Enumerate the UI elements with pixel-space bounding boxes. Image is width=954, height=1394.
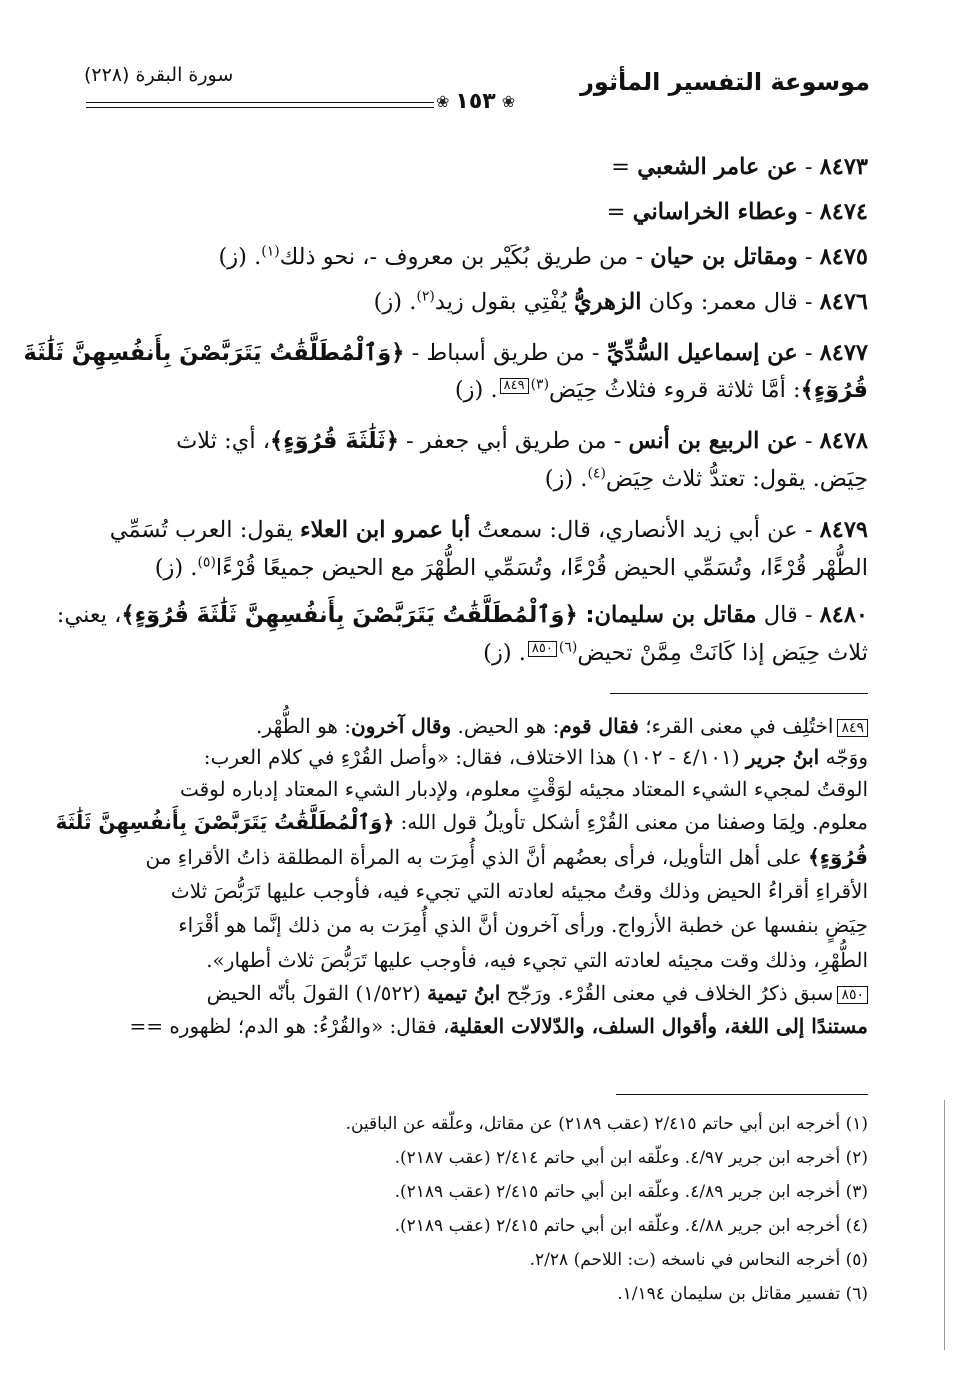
note-849-line1: ٨٤٩اختُلِف في معنى القرء؛ فقال قوم: هو الحيض. وقال آخرون: هو الطُّهْر.	[84, 712, 868, 740]
note-850-line2: مستندًا إلى اللغة، وأقوال السلف، والدّلالات العقلية، فقال: «والقُرْءُ: هو الدم؛ لظهوره ==	[129, 1014, 868, 1038]
footnote-ref: (٣)	[530, 376, 550, 393]
footnote-2: (٢) أخرجه ابن جرير ٤/٩٧. وعلّقه ابن أبي حاتم ٢/٤١٤ (عقب ٢١٨٧).	[394, 1148, 868, 1168]
entry-8479-line2	[84, 553, 868, 583]
entry-text: عن أبي زيد الأنصاري، قال: سمعتُ	[470, 517, 798, 543]
footnote-ref: (٢)	[416, 288, 435, 305]
entry-text: - من طريق أسباط -	[411, 340, 600, 366]
entry-tag: . (ز)	[373, 289, 417, 315]
entry-text: حِيَض. يقول: تعتدُّ ثلاث حِيَض	[605, 466, 868, 492]
note-849-line7: حِيَضٍ بنفسها عن خطبة الأزواج. ورأى آخرون أنَّ الذي أُمِرَت به من ذلك إنَّما هو أقْرَاء	[178, 913, 868, 937]
entry-8480-line1: ٨٤٨٠ - قال مقاتل بن سليمان: ﴿وَٱلْمُطَلَّقَٰتُ يَتَرَبَّصْنَ بِأَنفُسِهِنَّ ثَلَٰثَةَ قُرُوٓءٍ﴾، يعني:	[56, 602, 868, 628]
entry-8478-line2	[84, 464, 868, 494]
entry-tail: =	[606, 199, 626, 225]
narrator-name: عن عامر الشعبي	[637, 154, 798, 180]
entry-text: : أمَّا ثلاثة قروء فثلاثُ حِيَض	[549, 377, 801, 403]
entry-number: ٨٤٧٣	[819, 154, 868, 180]
footnote-6: (٦) تفسير مقاتل بن سليمان ١/١٩٤.	[617, 1284, 868, 1304]
ornament-icon: ❀	[436, 92, 450, 111]
entry-8478-line1: ٨٤٧٨ - عن الربيع بن أنس - من طريق أبي جعفر - ﴿ثَلَٰثَةَ قُرُوٓءٍ﴾، أي: ثلاث	[176, 428, 868, 454]
entry-number: ٨٤٧٩	[819, 517, 868, 543]
entry-8475: ٨٤٧٥ - ومقاتل بن حيان - من طريق بُكَيْر بن معروف -، نحو ذلك$^{(١)}$. (ز)	[218, 243, 868, 270]
header-rule-left	[86, 102, 434, 108]
note-849-line6: الأقراءِ أقراءُ الحيض وذلك وقتُ مجيئه لعادته التي تجيء فيه، فأوجب عليها تَرَبُّصَ ثلاث	[170, 879, 868, 903]
entry-text: ، أي: ثلاث	[176, 428, 270, 454]
entry-text: - من طريق بُكَيْر بن معروف -، نحو ذلك	[279, 244, 643, 270]
entry-tag: . (ز)	[483, 640, 526, 666]
footnote-4: (٤) أخرجه ابن جرير ٤/٨٨. وعلّقه ابن أبي حاتم ٢/٤١٥ (عقب ٢١٨٩).	[394, 1216, 868, 1236]
note-box-label: ٨٤٩	[837, 719, 868, 737]
entry-8474: ٨٤٧٤ - وعطاء الخراساني =	[606, 199, 868, 225]
entry-text: الطُّهْر قُرْءًا، وتُسَمِّي الحيض قُرْءًا، وتُسَمِّي الطُّهْرَ مع الحيض جميعًا قُرْءًا	[215, 555, 868, 581]
entry-tag: . (ز)	[544, 466, 588, 492]
entry-number: ٨٤٧٤	[819, 199, 868, 225]
entry-text: ثلاث حِيَض إذا كَانَتْ مِمَّنْ تحيض	[577, 640, 868, 666]
page-edge-line	[944, 1100, 945, 1350]
footnote-5: (٥) أخرجه النحاس في ناسخه (ت: اللاحم) ٢/٢٨.	[529, 1250, 868, 1270]
footnote-1: (١) أخرجه ابن أبي حاتم ٢/٤١٥ (عقب ٢١٨٩) عن مقاتل، وعلّقه عن الباقين.	[345, 1114, 868, 1134]
note-850-line1: ٨٥٠سبق ذكرُ الخلاف في معنى القُرْء. ورَجّح ابنُ تيمية (١/٥٢٢) القولَ بأنّه الحيض	[84, 979, 868, 1007]
entry-number: ٨٤٧٧	[819, 340, 868, 366]
surah-title: سورة البقرة (٢٢٨)	[84, 64, 234, 86]
entry-8476: ٨٤٧٦ - قال معمر: وكان الزهريُّ يُفْتِي بقول زيد$^{(٢)}$. (ز)	[373, 288, 868, 315]
ornament-icon: ❀	[501, 92, 516, 111]
entry-text: قال معمر: وكان	[641, 289, 798, 315]
quran-quote: ﴿ثَلَٰثَةَ قُرُوٓءٍ﴾	[270, 428, 399, 454]
narrator-name: عن الربيع بن أنس	[628, 428, 798, 454]
page-number: ١٥٣	[455, 89, 496, 114]
entry-tag: . (ز)	[218, 244, 262, 270]
entry-tail: =	[611, 154, 631, 180]
quran-quote: قُرُوٓءٍ﴾	[800, 377, 868, 403]
entry-number: ٨٤٧٥	[819, 244, 868, 270]
notes-separator	[610, 693, 868, 694]
footnote-ref: (٦)	[558, 639, 578, 656]
footnote-3: (٣) أخرجه ابن جرير ٤/٨٩. وعلّقه ابن أبي حاتم ٢/٤١٥ (عقب ٢١٨٩).	[394, 1182, 868, 1202]
narrator-name: وعطاء الخراساني	[632, 199, 798, 225]
quran-quote: ﴿وَٱلْمُطَلَّقَٰتُ يَتَرَبَّصْنَ بِأَنفُسِهِنَّ ثَلَٰثَةَ	[23, 340, 405, 366]
note-box-ref: ٨٤٩	[500, 378, 529, 394]
page-number-group	[436, 89, 515, 114]
note-849-line4: معلوم. ولِمَا وصفنا من معنى القُرْءِ أشكل تأويلُ قول الله: ﴿وَٱلْمُطَلَّقَٰتُ يَتَرَبَّصْنَ بِأَنفُسِهِنَّ ثَلَٰثَةَ	[55, 810, 868, 834]
footnote-ref: (١)	[261, 243, 280, 260]
footnote-ref: (٤)	[587, 465, 606, 482]
entry-number: ٨٤٧٨	[819, 428, 868, 454]
entry-8479-line1: ٨٤٧٩ - عن أبي زيد الأنصاري، قال: سمعتُ أبا عمرو ابن العلاء يقول: العرب تُسَمِّي	[109, 517, 868, 543]
narrator-name: مقاتل بن سليمان	[594, 602, 757, 628]
entry-text: ، يعني:	[56, 602, 122, 628]
entry-8477-line2	[84, 375, 868, 405]
series-title: موسوعة التفسير المأثور	[580, 68, 870, 96]
note-849-line8: الطُّهْرِ، وذلك وقت مجيئه لعادته التي تجيء فيه، فأوجب عليها تَرَبُّصَ ثلاث أطهار».	[206, 948, 868, 972]
entry-text: - من طريق أبي جعفر -	[406, 428, 622, 454]
entry-tag: . (ز)	[454, 377, 498, 403]
entry-8473: ٨٤٧٣ - عن عامر الشعبي =	[611, 154, 868, 180]
note-849-line3: الوقتُ لمجيء الشيء المعتاد مجيئه لوَقْتٍ معلوم، ولإدبار الشيء المعتاد إدباره لوقت	[179, 777, 868, 801]
entry-text: يُفْتِي بقول زيد	[434, 289, 575, 315]
entry-number: ٨٤٨٠	[819, 602, 868, 628]
note-849-line2: ووَجّه ابنُ جرير (٤/١٠١ - ١٠٢) هذا الاختلاف، فقال: «وأصل القُرْءِ في كلام العرب:	[203, 745, 868, 769]
footnote-ref: (٥)	[197, 554, 216, 571]
narrator-name: ومقاتل بن حيان	[650, 244, 798, 270]
note-849-line5: قُرُوٓءٍ﴾ على أهل التأويل، فرأى بعضُهم أنَّ الذي أُمِرَت به المرأة المطلقة ذاتُ الأقراءِ من	[145, 845, 868, 869]
note-box-label: ٨٥٠	[837, 986, 868, 1004]
entry-text: يقول: العرب تُسَمِّي	[109, 517, 301, 543]
entry-8477-line1: ٨٤٧٧ - عن إسماعيل السُّدِّيِّ - من طريق أسباط - ﴿وَٱلْمُطَلَّقَٰتُ يَتَرَبَّصْنَ بِأَنفُسِهِنَّ ثَلَٰثَةَ	[23, 340, 868, 366]
narrator-name: أبا عمرو ابن العلاء	[300, 517, 471, 543]
footnotes-separator	[616, 1094, 868, 1095]
quran-quote: : ﴿وَٱلْمُطَلَّقَٰتُ يَتَرَبَّصْنَ بِأَنفُسِهِنَّ ثَلَٰثَةَ قُرُوٓءٍ﴾	[121, 602, 595, 628]
entry-8480-line2	[84, 638, 868, 668]
entry-text: قال	[756, 602, 798, 628]
narrator-name: الزهريُّ	[574, 289, 642, 315]
narrator-name: عن إسماعيل السُّدِّيِّ	[606, 340, 798, 366]
entry-tag: . (ز)	[154, 555, 198, 581]
entry-number: ٨٤٧٦	[819, 289, 868, 315]
note-box-ref: ٨٥٠	[528, 641, 557, 657]
